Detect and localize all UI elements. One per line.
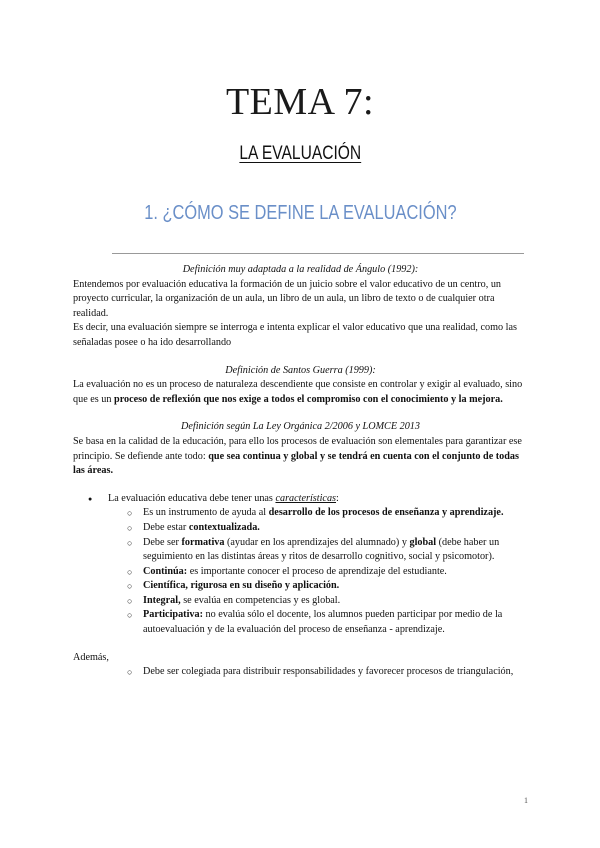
item-text: (debe haber un seguimiento en las distintas áreas y ritos de desarrollo cognitivo, social y psicomotor).: [143, 536, 500, 563]
characteristics-term: características: [275, 492, 337, 504]
page-title: TEMA 7:: [225, 81, 375, 123]
hollow-bullet-icon: ○: [127, 581, 133, 592]
sublist-item: [108, 565, 528, 580]
item-text: Debe ser colegiada para distribuir responsabilidades y favorecer procesos de triangulación,: [143, 666, 514, 678]
page-number: 1: [524, 796, 528, 805]
characteristics-list: [73, 492, 528, 638]
ademas-label: Además,: [73, 651, 109, 663]
section-heading-text: 1. ¿CÓMO SE DEFINE LA EVALUACIÓN?: [143, 202, 457, 224]
item-bold: Participativa:: [143, 609, 203, 621]
item-text: Debe ser: [143, 536, 182, 548]
hollow-bullet-icon: ○: [127, 537, 133, 548]
item-bold: desarrollo de los procesos de enseñanza y aprendizaje.: [268, 507, 504, 519]
section-heading: [0, 202, 600, 225]
document-body: [73, 263, 528, 680]
sublist-item: [108, 579, 528, 594]
sublist-item: [108, 665, 528, 680]
paragraph-bold: que sea continua y global y se tendrá en cuenta con el conjunto de todas las áreas.: [73, 450, 519, 477]
list-item: [73, 492, 528, 638]
hollow-bullet-icon: ○: [127, 508, 133, 519]
item-text: es importante conocer el proceso de aprendizaje del estudiante.: [187, 565, 447, 577]
paragraph-bold: proceso de reflexión que nos exige a todos el compromiso con el conocimiento y la mejora.: [114, 393, 503, 405]
item-bold: Continúa:: [143, 565, 188, 577]
item-bold: contextualizada.: [188, 521, 260, 533]
item-bold: global: [409, 536, 437, 548]
hollow-bullet-icon: ○: [127, 667, 133, 678]
definition-heading-santos-guerra: Definición de Santos Guerra (1999):: [225, 364, 376, 376]
subtitle-text: LA EVALUACIÓN: [239, 143, 361, 164]
characteristics-sublist: [108, 506, 528, 637]
page-subtitle: [0, 143, 600, 165]
paragraph: [73, 435, 528, 479]
item-bold: formativa: [181, 536, 225, 548]
paragraph: Entendemos por evaluación educativa la formación de un juicio sobre el valor educativo de un centro, un proyecto curricular, la organización de un aula, un libro de un aula, un libro de texto o de cualquier otra realidad.: [73, 278, 502, 319]
hollow-bullet-icon: ○: [127, 522, 133, 533]
item-text: Debe estar: [143, 521, 189, 533]
hollow-bullet-icon: ○: [127, 610, 133, 621]
item-text: (ayudar en los aprendizajes del alumnado) y: [224, 536, 410, 548]
ademas-list: [108, 665, 528, 680]
list-item-text: :: [336, 492, 339, 504]
sublist-item: [108, 506, 528, 521]
item-text: no evalúa sólo el docente, los alumnos pueden participar por medio de la autoevaluación y de la evaluación del proceso de enseñanza - aprendizaje.: [143, 609, 503, 636]
paragraph-text: Se basa en la calidad de la educación, para ello los procesos de evaluación son elementales para garantizar ese principio. Se defiende ante todo:: [73, 435, 522, 462]
paragraph: [73, 378, 528, 407]
definition-heading-angulo: Definición muy adaptada a la realidad de Ángulo (1992):: [182, 264, 419, 275]
item-bold: Científica, rigurosa en su diseño y aplicación.: [143, 580, 340, 592]
sublist-item: [108, 608, 528, 637]
item-bold: Integral,: [143, 594, 181, 606]
paragraph: Es decir, una evaluación siempre se interroga e intenta explicar el valor educativo que una realidad, como las señaladas posee o ha ido desarrollando: [73, 322, 517, 348]
paragraph-text: La evaluación no es un proceso de naturaleza descendiente que consiste en controlar y exigir al evaluado, sino que es un: [73, 379, 523, 405]
hollow-bullet-icon: ○: [127, 595, 133, 606]
hollow-bullet-icon: ○: [127, 566, 133, 577]
item-text: Es un instrumento de ayuda al: [143, 507, 269, 519]
sublist-item: [108, 536, 528, 565]
sublist-item: [108, 594, 528, 609]
horizontal-rule: [112, 253, 524, 254]
definition-heading-ley-organica: Definición según La Ley Orgánica 2/2006 y LOMCE 2013: [180, 421, 420, 433]
sublist-item: [108, 521, 528, 536]
item-text: se evalúa en competencias y es global.: [180, 594, 341, 606]
list-item-text: La evaluación educativa debe tener unas: [108, 492, 276, 504]
